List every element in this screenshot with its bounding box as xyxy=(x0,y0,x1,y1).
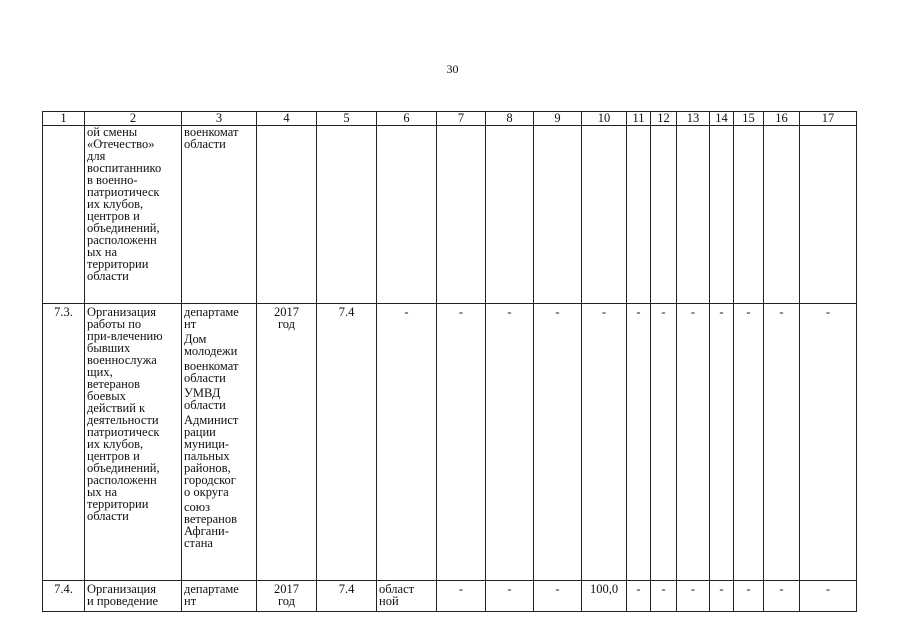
cell: - xyxy=(677,581,710,612)
year: 2017 год xyxy=(257,581,317,612)
cell: - xyxy=(734,581,764,612)
cell xyxy=(627,126,651,304)
col-header: 11 xyxy=(627,112,651,126)
cell xyxy=(582,126,627,304)
executor: УМВД области xyxy=(184,386,226,412)
col-header: 6 xyxy=(377,112,437,126)
col-header: 14 xyxy=(710,112,734,126)
cell xyxy=(800,126,857,304)
col-header: 13 xyxy=(677,112,710,126)
event-name: ой смены «Отечество» для воспитаннико в военно- патриотическ их клубов, центров и объединений, расположенн ых на территории области xyxy=(85,126,182,304)
cell xyxy=(734,126,764,304)
col-header: 9 xyxy=(534,112,582,126)
event-name: Организация работы по при-влечению бывших военнослужа щих, ветеранов боевых действий к деятельности патриотическ их клубов, центров и объединений, расположенн ых на территории области xyxy=(85,304,182,581)
executor: Админист рации муници- пальных районов, городског о округа xyxy=(184,413,239,499)
cell: - xyxy=(764,304,800,581)
row-number: 7.4. xyxy=(43,581,85,612)
year: 2017 год xyxy=(257,304,317,581)
cell: - xyxy=(486,581,534,612)
page-number: 30 xyxy=(446,62,459,76)
event-name: Организация и проведение xyxy=(85,581,182,612)
cell: - xyxy=(651,304,677,581)
row-number xyxy=(43,126,85,304)
col-header: 17 xyxy=(800,112,857,126)
executors xyxy=(182,581,257,612)
cell xyxy=(710,126,734,304)
executor: департаме нт xyxy=(184,582,239,608)
cell: - xyxy=(677,304,710,581)
executors xyxy=(182,126,257,304)
cell: - xyxy=(710,304,734,581)
cell: - xyxy=(582,304,627,581)
col-header: 10 xyxy=(582,112,627,126)
cell: - xyxy=(734,304,764,581)
cell: 100,0 xyxy=(582,581,627,612)
cell xyxy=(677,126,710,304)
cell: - xyxy=(627,304,651,581)
col-header: 1 xyxy=(43,112,85,126)
col-header: 2 xyxy=(85,112,182,126)
cell: - xyxy=(377,304,437,581)
cell: 7.4 xyxy=(317,581,377,612)
executor: департаме нт xyxy=(184,305,239,331)
year xyxy=(257,126,317,304)
executor: союз ветеранов Афгани- стана xyxy=(184,500,238,550)
cell: - xyxy=(800,581,857,612)
cell: - xyxy=(534,581,582,612)
col-header: 8 xyxy=(486,112,534,126)
cell: област ной xyxy=(377,581,437,612)
col-header: 3 xyxy=(182,112,257,126)
cell xyxy=(651,126,677,304)
cell xyxy=(534,126,582,304)
table-row xyxy=(43,304,857,581)
table-row xyxy=(43,581,857,612)
col-header: 15 xyxy=(734,112,764,126)
program-table xyxy=(42,111,857,612)
executors xyxy=(182,304,257,581)
col-header: 5 xyxy=(317,112,377,126)
col-header: 7 xyxy=(437,112,486,126)
header-row xyxy=(43,112,857,126)
cell xyxy=(486,126,534,304)
cell: - xyxy=(437,581,486,612)
cell xyxy=(764,126,800,304)
executor: Дом молодежи xyxy=(184,332,238,358)
executor: военкомат области xyxy=(184,125,239,151)
cell: - xyxy=(437,304,486,581)
cell xyxy=(377,126,437,304)
cell: - xyxy=(764,581,800,612)
executor: военкомат области xyxy=(184,359,239,385)
col-header: 16 xyxy=(764,112,800,126)
cell xyxy=(317,126,377,304)
cell: - xyxy=(710,581,734,612)
cell: 7.4 xyxy=(317,304,377,581)
cell: - xyxy=(486,304,534,581)
cell: - xyxy=(627,581,651,612)
cell xyxy=(437,126,486,304)
cell: - xyxy=(651,581,677,612)
row-number: 7.3. xyxy=(43,304,85,581)
col-header: 4 xyxy=(257,112,317,126)
col-header: 12 xyxy=(651,112,677,126)
cell: - xyxy=(800,304,857,581)
table-row xyxy=(43,126,857,304)
cell: - xyxy=(534,304,582,581)
